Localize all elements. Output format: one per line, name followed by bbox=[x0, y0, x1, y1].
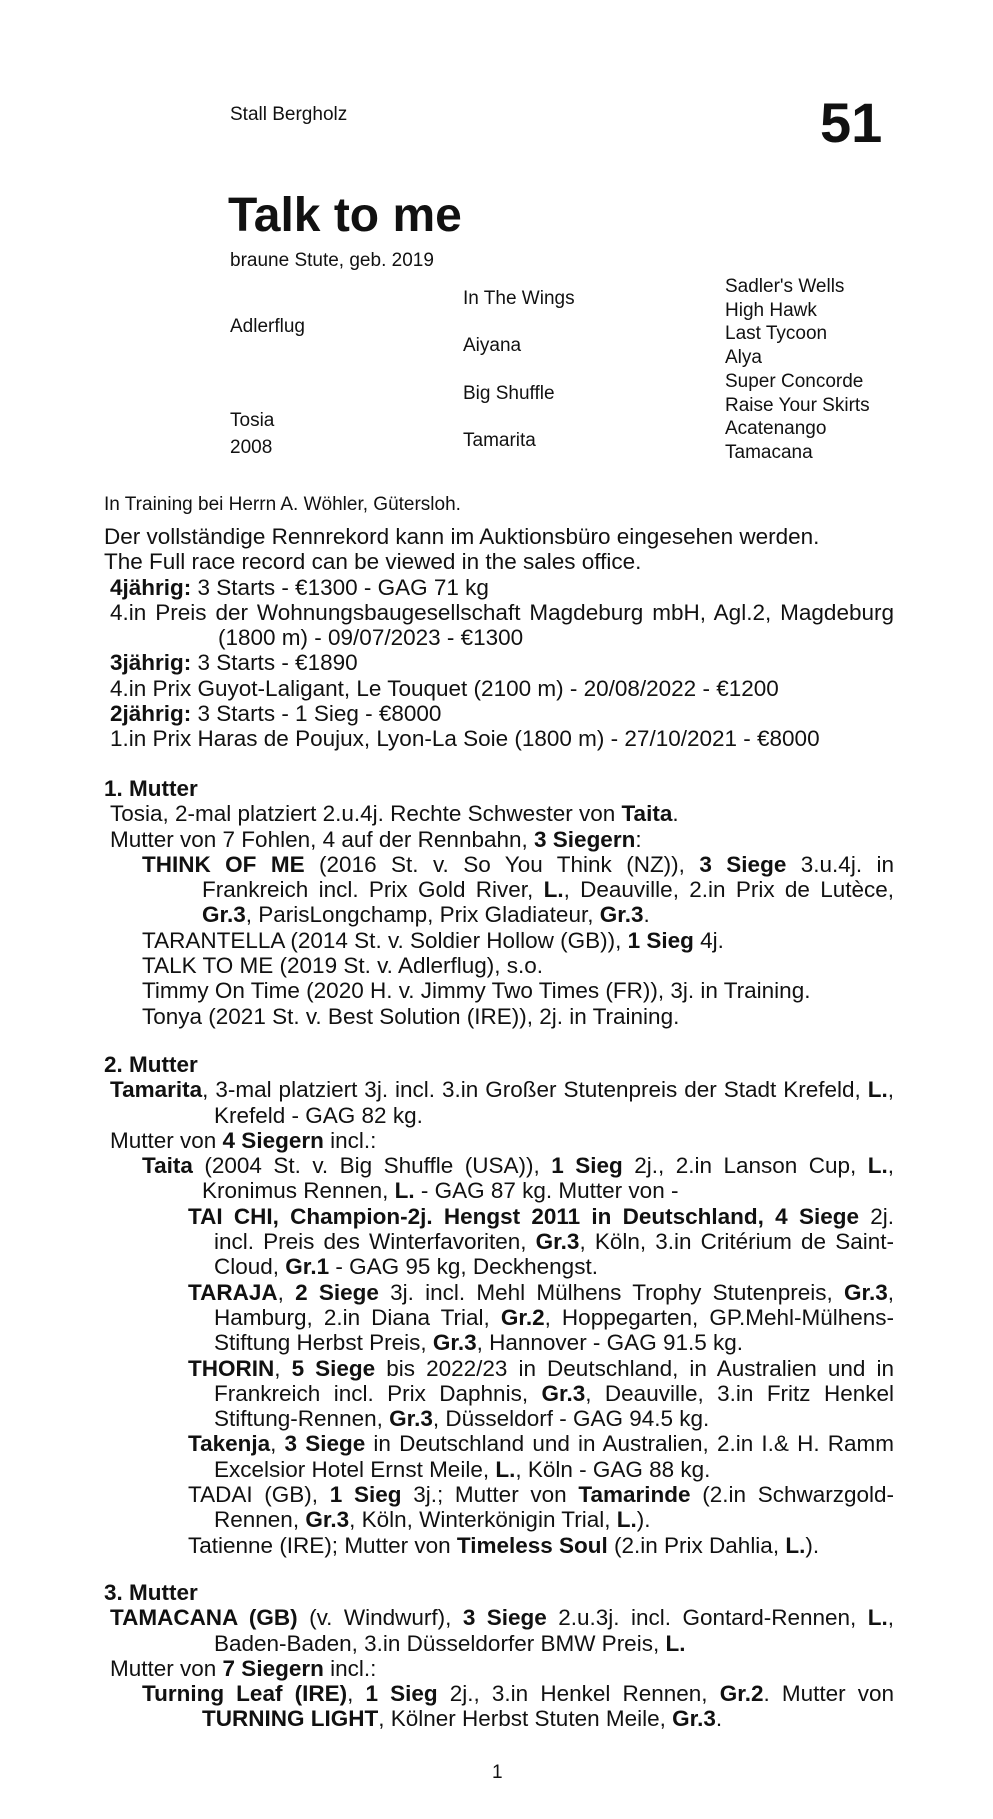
pedigree-great-5: Super Concorde bbox=[725, 371, 864, 392]
y3: bis 2022/23 in Deutschland, in Australien und in Frankreich incl. Prix Daphnis, bbox=[214, 1355, 894, 1406]
third-dam-winners bbox=[104, 1656, 894, 1681]
foal-think-of-me bbox=[104, 852, 894, 928]
y7: , Düsseldorf - GAG 94.5 kg. bbox=[432, 1406, 710, 1432]
second-dam-intro bbox=[104, 1077, 894, 1128]
s3: 2.u.3j. incl. Gontard-Rennen, bbox=[546, 1605, 868, 1631]
y5: , Deauville, 3.in Fritz Henkel Stiftung-Rennen, bbox=[214, 1380, 894, 1432]
pedigree-damdam: Tamarita bbox=[463, 430, 536, 451]
p3: 2j., 3.in Henkel Rennen, bbox=[437, 1681, 720, 1707]
record-2y-summary: 3 Starts - 1 Sieg - €8000 bbox=[191, 701, 442, 727]
s6: L. bbox=[665, 1630, 686, 1656]
pedigree-great-3: Last Tycoon bbox=[725, 323, 828, 344]
pedigree-great-7: Acatenango bbox=[725, 418, 827, 439]
v7: - GAG 87 kg. Mutter von - bbox=[414, 1178, 679, 1204]
section-second-dam bbox=[104, 1052, 894, 1558]
p5: . Mutter von bbox=[763, 1681, 895, 1707]
pedigree-dam-year: 2008 bbox=[230, 437, 273, 458]
v4: L. bbox=[867, 1153, 888, 1179]
stable-name: Stall Bergholz bbox=[230, 104, 348, 125]
produce-taita-name: Taita bbox=[142, 1153, 193, 1179]
v1: (2004 St. v. Big Shuffle (USA)), bbox=[192, 1153, 552, 1179]
x9: , Hannover - GAG 91.5 kg. bbox=[476, 1330, 743, 1356]
second-dam-heading: 2. Mutter bbox=[104, 1052, 198, 1077]
r1: Timeless Soul bbox=[456, 1532, 608, 1558]
t6: Gr.3 bbox=[202, 902, 246, 928]
produce-taraja-name: TARAJA bbox=[188, 1279, 278, 1305]
v3: 2j., 2.in Lanson Cup, bbox=[622, 1153, 868, 1179]
x8: Gr.3 bbox=[432, 1330, 477, 1356]
training-note: In Training bei Herrn A. Wöhler, Gütersloh. bbox=[104, 494, 461, 515]
section-third-dam bbox=[104, 1580, 894, 1732]
first-dam-intro-text: Tosia, 2-mal platziert 2.u.4j. Rechte Schwester von bbox=[110, 801, 622, 827]
p6: TURNING LIGHT bbox=[202, 1706, 379, 1732]
first-dam-winners: 3 Siegern bbox=[534, 826, 636, 852]
record-3y bbox=[104, 650, 894, 675]
produce-thorin-name: THORIN bbox=[188, 1355, 275, 1381]
t2: 3 Siege bbox=[699, 851, 787, 877]
t8: Gr.3 bbox=[599, 902, 644, 928]
produce-takenja-name: Takenja bbox=[188, 1431, 271, 1457]
z2: 3 Siege bbox=[284, 1431, 366, 1457]
first-dam-foals-end: : bbox=[635, 826, 642, 852]
produce-tadai-name: TADAI (GB), bbox=[188, 1482, 330, 1508]
foal-talk-to-me: TALK TO ME (2019 St. v. Adlerflug), s.o. bbox=[142, 953, 544, 979]
t4: L. bbox=[543, 877, 564, 903]
y2: 5 Siege bbox=[291, 1355, 376, 1381]
u3: , Krefeld - GAG 82 kg. bbox=[214, 1077, 894, 1128]
x5: , Hamburg, 2.in Diana Trial, bbox=[214, 1279, 895, 1330]
w3: Gr.3 bbox=[535, 1229, 580, 1255]
x2: 2 Siege bbox=[295, 1279, 379, 1305]
second-dam-winners bbox=[104, 1128, 894, 1153]
q6: , Köln, Winterkönigin Trial, bbox=[349, 1507, 617, 1533]
q2: 3j.; Mutter von bbox=[401, 1482, 579, 1508]
record-4y-race-1-text: 4.in Preis der Wohnungsbaugesellschaft Magdeburg mbH, Agl.2, Magdeburg (1800 m) - 09/07/2023 - €1300 bbox=[110, 599, 894, 651]
y6: Gr.3 bbox=[389, 1406, 433, 1432]
pedigree-great-4: Alya bbox=[725, 347, 762, 368]
produce-tadai bbox=[104, 1482, 894, 1533]
x3: 3j. incl. Mehl Mülhens Trophy Stutenpreis, bbox=[378, 1279, 844, 1305]
p7: , Kölner Herbst Stuten Meile, bbox=[378, 1706, 673, 1732]
produce-thorin bbox=[104, 1356, 894, 1432]
first-dam-intro-end: . bbox=[672, 801, 679, 827]
record-4y bbox=[104, 575, 894, 600]
foal-tarantella-wins: 1 Sieg bbox=[627, 927, 694, 953]
first-dam-foals bbox=[104, 827, 894, 852]
third-dam-name: TAMACANA (GB) bbox=[110, 1605, 298, 1631]
pedigree-granddam: Aiyana bbox=[463, 335, 522, 356]
r3: L. bbox=[785, 1532, 806, 1558]
x4: Gr.3 bbox=[843, 1279, 888, 1305]
s2: 3 Siege bbox=[462, 1605, 547, 1631]
lot-number: 51 bbox=[820, 91, 883, 154]
q7: L. bbox=[616, 1507, 637, 1533]
s4: L. bbox=[867, 1605, 888, 1631]
produce-takenja bbox=[104, 1431, 894, 1482]
produce-taraja bbox=[104, 1280, 894, 1356]
s1: (v. Windwurf), bbox=[297, 1605, 463, 1631]
produce-tai-chi-name: TAI CHI bbox=[188, 1203, 273, 1229]
r2: (2.in Prix Dahlia, bbox=[607, 1532, 786, 1558]
v2: 1 Sieg bbox=[551, 1153, 623, 1179]
record-3y-label: 3jährig: bbox=[110, 650, 192, 676]
t1: (2016 St. v. So You Think (NZ)), bbox=[304, 851, 700, 877]
p8: Gr.3 bbox=[672, 1706, 716, 1732]
z5: , Köln - GAG 88 kg. bbox=[515, 1456, 711, 1482]
u2: L. bbox=[867, 1077, 888, 1103]
record-note-en: The Full race record can be viewed in the sales office. bbox=[104, 549, 642, 575]
pedigree-great-6: Raise Your Skirts bbox=[725, 395, 870, 416]
record-3y-summary: 3 Starts - €1890 bbox=[191, 650, 358, 676]
u4: Mutter von bbox=[110, 1127, 223, 1153]
race-record bbox=[104, 524, 894, 752]
v5: , Kronimus Rennen, bbox=[202, 1153, 894, 1204]
record-4y-label: 4jährig: bbox=[110, 574, 192, 600]
foal-tonya: Tonya (2021 St. v. Best Solution (IRE)), 2j. in Training. bbox=[142, 1003, 680, 1029]
produce-tatienne-name: Tatienne (IRE); Mutter von bbox=[188, 1532, 457, 1558]
produce-taita bbox=[104, 1153, 894, 1204]
y4: Gr.3 bbox=[541, 1380, 586, 1406]
p2: 1 Sieg bbox=[365, 1681, 438, 1707]
t9: . bbox=[643, 902, 650, 928]
third-dam-intro bbox=[104, 1605, 894, 1656]
p9: . bbox=[715, 1706, 723, 1732]
record-2y-race-1: 1.in Prix Haras de Poujux, Lyon-La Soie (1800 m) - 27/10/2021 - €8000 bbox=[110, 726, 820, 752]
third-dam-heading: 3. Mutter bbox=[104, 1580, 198, 1605]
w6: - GAG 95 kg, Deckhengst. bbox=[329, 1254, 598, 1280]
p1: , bbox=[347, 1681, 366, 1707]
produce-turning-leaf bbox=[104, 1681, 894, 1732]
foal-tarantella-end: 4j. bbox=[693, 927, 724, 953]
record-4y-race-1 bbox=[104, 600, 894, 651]
first-dam-sister: Taita bbox=[621, 801, 673, 827]
q5: Gr.3 bbox=[305, 1507, 350, 1533]
x7: , Hoppegarten, GP.Mehl-Mülhens-Stiftung Herbst Preis, bbox=[214, 1304, 894, 1356]
u5: 4 Siegern bbox=[222, 1127, 324, 1153]
first-dam-foals-text: Mutter von 7 Fohlen, 4 auf der Rennbahn, bbox=[110, 826, 535, 852]
produce-turning-leaf-name: Turning Leaf (IRE) bbox=[142, 1681, 348, 1707]
foal-timmy-on-time: Timmy On Time (2020 H. v. Jimmy Two Times (FR)), 3j. in Training. bbox=[142, 978, 811, 1004]
second-dam-name: Tamarita bbox=[110, 1077, 203, 1103]
w2: 2j. incl. Preis des Winterfavoriten, bbox=[214, 1203, 894, 1255]
t7: , ParisLongchamp, Prix Gladiateur, bbox=[245, 902, 600, 928]
record-2y-label: 2jährig: bbox=[110, 701, 192, 727]
t5: , Deauville, 2.in Prix de Lutèce, bbox=[563, 877, 895, 903]
z3: in Deutschland und in Australien, 2.in I.& H. Ramm Excelsior Hotel Ernst Meile, bbox=[214, 1431, 894, 1482]
first-dam-heading: 1. Mutter bbox=[104, 776, 198, 801]
produce-tatienne bbox=[104, 1533, 894, 1558]
s5: , Baden-Baden, 3.in Düsseldorfer BMW Preis, bbox=[214, 1605, 895, 1656]
q1: 1 Sieg bbox=[329, 1482, 402, 1508]
x1: , bbox=[277, 1279, 296, 1305]
s8: 7 Siegern bbox=[222, 1655, 324, 1681]
foal-tarantella-text: TARANTELLA (2014 St. v. Soldier Hollow (GB)), bbox=[142, 927, 628, 953]
u1: , 3-mal platziert 3j. incl. 3.in Großer Stutenpreis der Stadt Krefeld, bbox=[202, 1077, 868, 1103]
horse-name: Talk to me bbox=[228, 189, 462, 242]
produce-tai-chi bbox=[104, 1204, 894, 1280]
s7: Mutter von bbox=[110, 1655, 223, 1681]
pedigree-great-2: High Hawk bbox=[725, 300, 817, 321]
w5: Gr.1 bbox=[285, 1254, 330, 1280]
pedigree-sire: Adlerflug bbox=[230, 316, 305, 337]
x6: Gr.2 bbox=[500, 1304, 545, 1330]
pedigree-dam: Tosia bbox=[230, 410, 275, 431]
v6: L. bbox=[394, 1178, 415, 1204]
pedigree-damsire: Big Shuffle bbox=[463, 383, 555, 404]
q8: ). bbox=[636, 1507, 651, 1533]
foal-tarantella bbox=[104, 928, 894, 953]
pedigree-great-8: Tamacana bbox=[725, 442, 813, 463]
z4: L. bbox=[495, 1456, 516, 1482]
s9: incl.: bbox=[323, 1655, 377, 1681]
w4: , Köln, 3.in Critérium de Saint-Cloud, bbox=[214, 1229, 894, 1280]
horse-description: braune Stute, geb. 2019 bbox=[230, 250, 434, 271]
z1: , bbox=[270, 1431, 285, 1457]
r4: ). bbox=[805, 1532, 820, 1558]
page-number: 1 bbox=[492, 1762, 503, 1783]
t3: 3.u.4j. in Frankreich incl. Prix Gold River, bbox=[202, 851, 895, 903]
p4: Gr.2 bbox=[719, 1681, 764, 1707]
section-first-dam bbox=[104, 776, 894, 1029]
pedigree-grandsire: In The Wings bbox=[463, 288, 575, 309]
y1: , bbox=[274, 1355, 292, 1381]
record-3y-race-1: 4.in Prix Guyot-Laligant, Le Touquet (2100 m) - 20/08/2022 - €1200 bbox=[110, 675, 779, 701]
u6: incl.: bbox=[323, 1127, 377, 1153]
w1: , Champion-2j. Hengst 2011 in Deutschland, 4 Siege bbox=[272, 1203, 859, 1229]
pedigree-great-1: Sadler's Wells bbox=[725, 276, 845, 297]
q3: Tamarinde bbox=[578, 1482, 691, 1508]
foal-think-of-me-name: THINK OF ME bbox=[142, 851, 305, 877]
q4: (2.in Schwarzgold-Rennen, bbox=[214, 1482, 895, 1533]
record-note-de: Der vollständige Rennrekord kann im Auktionsbüro eingesehen werden. bbox=[104, 524, 820, 549]
record-4y-summary: 3 Starts - €1300 - GAG 71 kg bbox=[191, 574, 489, 600]
first-dam-intro bbox=[104, 801, 894, 826]
record-2y bbox=[104, 701, 894, 726]
